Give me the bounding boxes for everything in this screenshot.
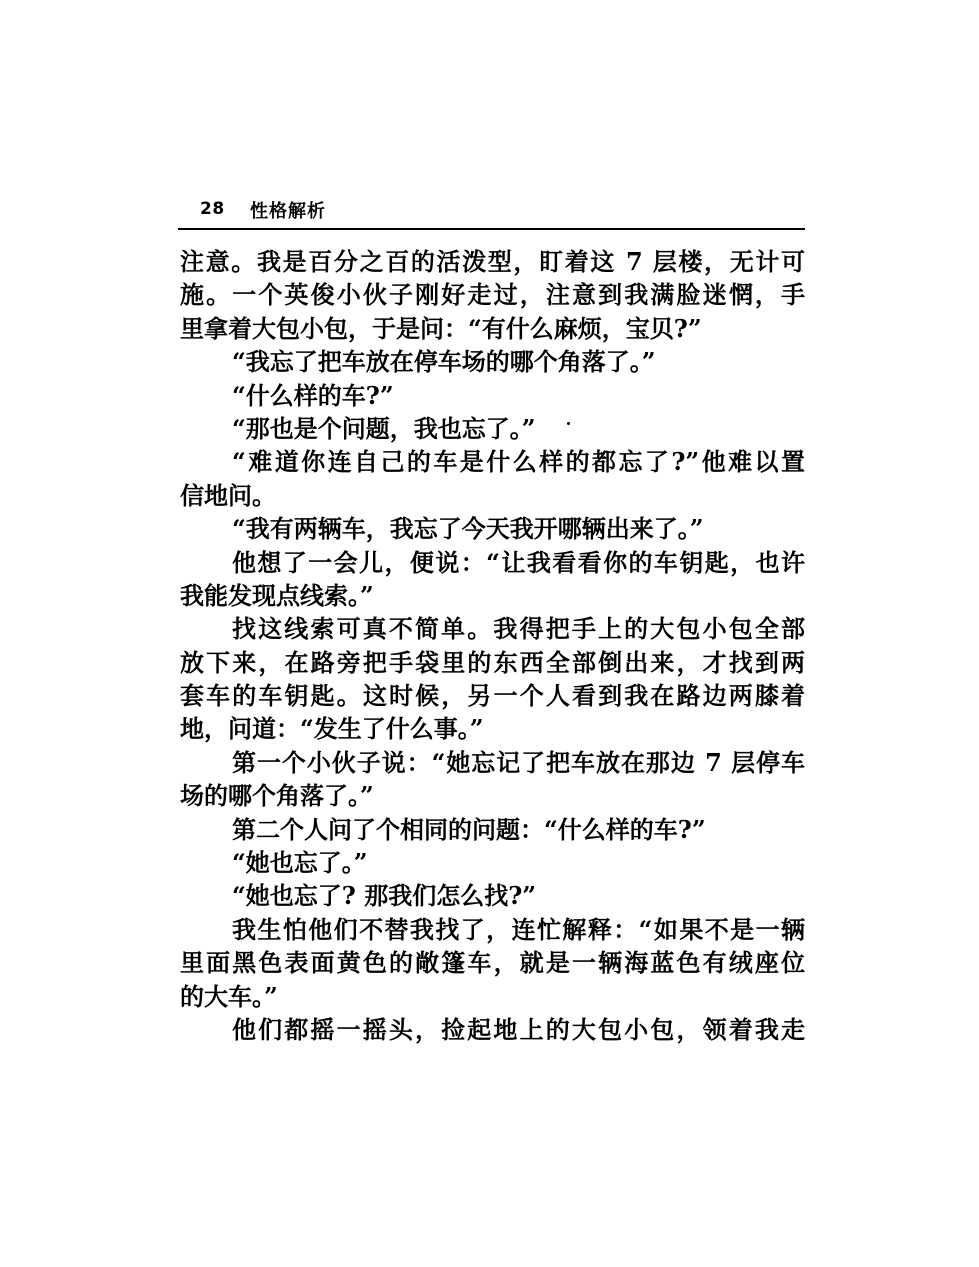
text-line: 地，问道：“发生了什么事。” bbox=[180, 714, 484, 744]
text-line: 场的哪个角落了。” bbox=[180, 781, 374, 811]
text-line: 施。一个英俊小伙子刚好走过，注意到我满脸迷惘，手 bbox=[180, 280, 805, 310]
text-line: 放下来，在路旁把手袋里的东西全部倒出来，才找到两 bbox=[180, 647, 805, 677]
text-line: 我能发现点线索。” bbox=[180, 580, 374, 610]
text-line: “什么样的车?” bbox=[232, 380, 394, 410]
text-line: 里拿着大包小包，于是问：“有什么麻烦，宝贝?” bbox=[180, 313, 702, 343]
page-number: 28 bbox=[200, 199, 225, 219]
body-text bbox=[180, 245, 805, 1046]
text-line: 信地问。 bbox=[180, 480, 276, 510]
text-line: 他想了一会儿，便说：“让我看看你的车钥匙，也许 bbox=[232, 547, 805, 577]
page-header bbox=[200, 197, 805, 223]
text-line: 注意。我是百分之百的活泼型，盯着这 7 层楼，无计可 bbox=[180, 247, 805, 276]
text-line: 的大车。” bbox=[180, 981, 278, 1011]
text-line: “我有两辆车，我忘了今天我开哪辆出来了。” bbox=[232, 514, 704, 544]
text-line: “我忘了把车放在停车场的哪个角落了。” bbox=[232, 347, 656, 377]
text-line: “难道你连自己的车是什么样的都忘了?”他难以置 bbox=[232, 447, 805, 477]
text-line: “那也是个问题，我也忘了。” bbox=[232, 413, 536, 443]
text-line: “她也忘了? 那我们怎么找?” bbox=[232, 881, 537, 911]
text-line: “她也忘了。” bbox=[232, 848, 368, 878]
text-line: 他们都摇一摇头，捡起地上的大包小包，领着我走 bbox=[232, 1014, 805, 1044]
text-line: 找这线索可真不简单。我得把手上的大包小包全部 bbox=[232, 614, 805, 644]
running-title: 性格解析 bbox=[250, 201, 326, 222]
scan-speck bbox=[567, 422, 570, 425]
text-line: 第一个小伙子说：“她忘记了把车放在那边 7 层停车 bbox=[232, 747, 805, 777]
text-line: 套车的车钥匙。这时候，另一个人看到我在路边两膝着 bbox=[180, 681, 805, 711]
text-line: 第二个人问了个相同的问题：“什么样的车?” bbox=[232, 814, 706, 844]
header-rule bbox=[178, 228, 805, 230]
text-line: 我生怕他们不替我找了，连忙解释：“如果不是一辆 bbox=[232, 914, 805, 944]
text-line: 里面黑色表面黄色的敞篷车，就是一辆海蓝色有绒座位 bbox=[180, 948, 805, 978]
